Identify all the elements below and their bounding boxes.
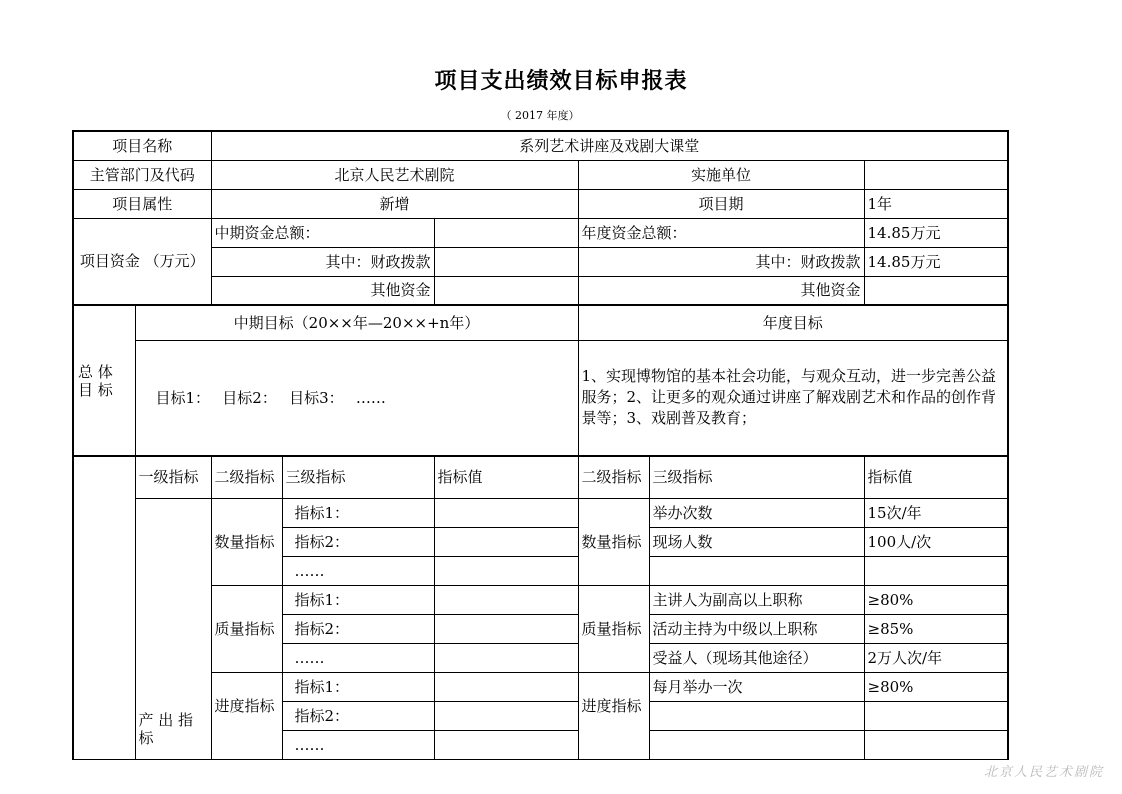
mid-goal-header: 中期目标（20××年—20××+n年） (135, 305, 578, 340)
mid-q-more-value (434, 556, 578, 585)
dept-label: 主管部门及代码 (73, 160, 211, 189)
year-l1: 主讲人为副高以上职称 (649, 585, 864, 614)
year-p3-value (864, 730, 1008, 759)
mid-p-more-value (434, 730, 578, 759)
mid-q-item2: 指标2： (282, 527, 434, 556)
h-level3-mid: 三级指标 (282, 456, 434, 498)
theatre-watermark: 北京人民艺术剧院 (983, 765, 1104, 780)
dept-value: 北京人民艺术剧院 (211, 160, 578, 189)
mid-q-item1: 指标1： (282, 498, 434, 527)
mid-q-item2-value (434, 527, 578, 556)
impl-unit-label: 实施单位 (578, 160, 864, 189)
year-q2: 现场人数 (649, 527, 864, 556)
year-p2-value (864, 701, 1008, 730)
mid-goal-text: 目标1： 目标2： 目标3： …… (135, 340, 578, 456)
year-p1: 每月举办一次 (649, 672, 864, 701)
quality-mid: 质量指标 (211, 585, 282, 672)
year-other-value (864, 276, 1008, 305)
year-q1: 举办次数 (649, 498, 864, 527)
report-table-container (72, 130, 1007, 754)
mid-p-more: …… (282, 730, 434, 759)
year-goal-header: 年度目标 (578, 305, 1008, 340)
year-goal-text: 1、实现博物馆的基本社会功能，与观众互动，进一步完善公益服务；2、让更多的观众通过讲座了解戏剧艺术和作品的创作背景等；3、戏剧普及教育； (578, 340, 1008, 456)
mid-l-more-value (434, 643, 578, 672)
report-year: （ 2017 年度） (500, 109, 580, 122)
mid-l-item2-value (434, 614, 578, 643)
mid-p-item2: 指标2： (282, 701, 434, 730)
year-p3 (649, 730, 864, 759)
mid-p-item1-value (434, 672, 578, 701)
project-name-label: 项目名称 (73, 131, 211, 160)
mid-p-item1: 指标1： (282, 672, 434, 701)
year-fiscal-label: 其中：财政拨款 (578, 247, 864, 276)
goals-label: 总 体 目 标 (73, 305, 135, 456)
h-value-year: 指标值 (864, 456, 1008, 498)
project-name-value: 系列艺术讲座及戏剧大课堂 (211, 131, 1008, 160)
output-indicator-label: 产 出 指 标 (135, 498, 211, 759)
quality-year: 质量指标 (578, 585, 649, 672)
year-q2-value: 100人/次 (864, 527, 1008, 556)
h-value-mid: 指标值 (434, 456, 578, 498)
mid-total-value (434, 218, 578, 247)
h-level2-mid: 二级指标 (211, 456, 282, 498)
funds-label: 项目资金 （万元） (73, 218, 211, 305)
year-p2 (649, 701, 864, 730)
mid-l-item2: 指标2： (282, 614, 434, 643)
year-q3 (649, 556, 864, 585)
mid-other-value (434, 276, 578, 305)
page-title: 项目支出绩效目标申报表 (434, 69, 688, 94)
mid-q-item1-value (434, 498, 578, 527)
impl-unit-value (864, 160, 1008, 189)
year-q1-value: 15次/年 (864, 498, 1008, 527)
progress-year: 进度指标 (578, 672, 649, 759)
mid-total-label: 中期资金总额： (211, 218, 434, 247)
h-level2-year: 二级指标 (578, 456, 649, 498)
report-table (72, 130, 1009, 760)
year-l3-value: 2万人次/年 (864, 643, 1008, 672)
period-value: 1年 (864, 189, 1008, 218)
year-q3-value (864, 556, 1008, 585)
year-p1-value: ≥80% (864, 672, 1008, 701)
mid-l-more: …… (282, 643, 434, 672)
period-label: 项目期 (578, 189, 864, 218)
year-fiscal-value: 14.85万元 (864, 247, 1008, 276)
year-total-label: 年度资金总额： (578, 218, 864, 247)
mid-p-item2-value (434, 701, 578, 730)
year-total-value: 14.85万元 (864, 218, 1008, 247)
h-level1: 一级指标 (135, 456, 211, 498)
attr-value: 新增 (211, 189, 578, 218)
attr-label: 项目属性 (73, 189, 211, 218)
mid-fiscal-label: 其中：财政拨款 (211, 247, 434, 276)
indicator-block-left (73, 456, 135, 759)
progress-mid: 进度指标 (211, 672, 282, 759)
year-other-label: 其他资金 (578, 276, 864, 305)
mid-q-more: …… (282, 556, 434, 585)
year-l3: 受益人（现场其他途径） (649, 643, 864, 672)
mid-other-label: 其他资金 (211, 276, 434, 305)
mid-l-item1: 指标1： (282, 585, 434, 614)
mid-l-item1-value (434, 585, 578, 614)
year-l2: 活动主持为中级以上职称 (649, 614, 864, 643)
quantity-mid: 数量指标 (211, 498, 282, 585)
quantity-year: 数量指标 (578, 498, 649, 585)
h-level3-year: 三级指标 (649, 456, 864, 498)
mid-fiscal-value (434, 247, 578, 276)
year-l2-value: ≥85% (864, 614, 1008, 643)
year-l1-value: ≥80% (864, 585, 1008, 614)
